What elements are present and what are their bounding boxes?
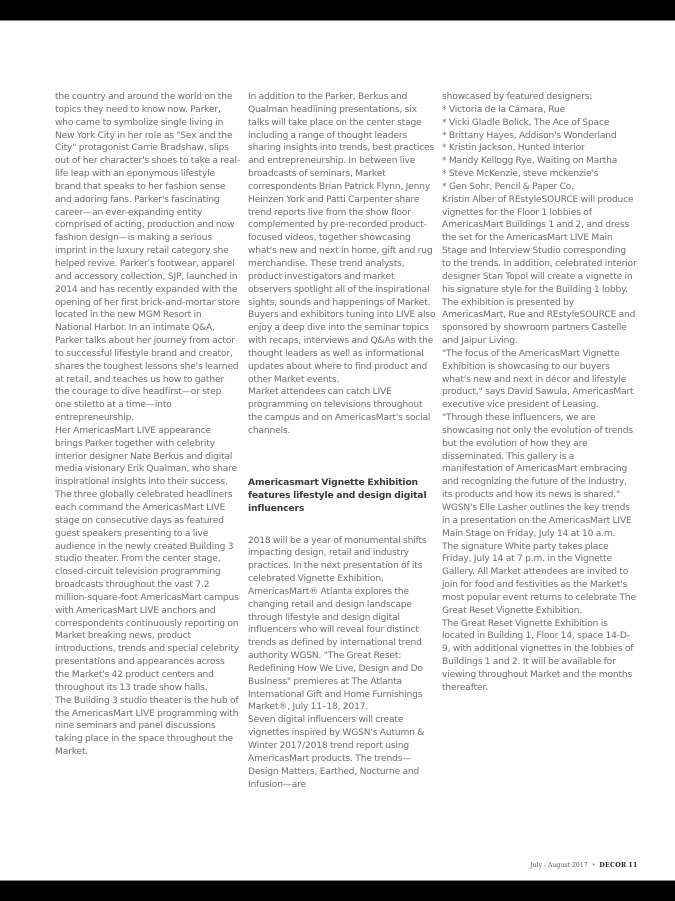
magazine-name: DECOR — [599, 862, 627, 869]
magazine-page — [0, 21, 675, 880]
article-column-1 — [55, 91, 240, 759]
paragraph: Her AmericasMart LIVE appearance brings Parker together with celebrity interior designer Nate Berkus and digital media visionary Erik Qualman, who share inspirational insights into their success. The three globally celebrated headliners each command the AmericasMart LIVE stage on consecutive days as featured guest speakers presenting to a live audience in the newly created Building 3 studio theater. From the center stage, closed-circuit television programming broadcasts throughout the vast 7.2 million-square-foot AmericasMart campus with AmericasMart LIVE anchors and correspondents continuously reporting on Market breaking news, product introductions, trends and special celebrity presentations and appearances across the Market's 42 product centers and throughout its 13 trade show halls. — [55, 425, 239, 693]
paragraph: Market attendees can catch LIVE programming on televisions throughout the campus and on AmericasMart's social channels. — [248, 387, 431, 436]
article-column-3 — [442, 91, 637, 695]
designer-list-item: * Vicki Gladle Bolick, The Ace of Space — [442, 117, 610, 128]
designer-list-item: * Kristin Jackson, Hunted Interior — [442, 143, 585, 154]
paragraph: The Building 3 studio theater is the hub of the AmericasMart LIVE programming with nine seminars and panel discussions taking place in the space throughout the Market. — [55, 695, 239, 758]
designer-list-item: * Brittany Hayes, Addison's Wonderland — [442, 130, 617, 141]
paragraph: the country and around the world on the topics they need to know now. Parker, who came to symbolize single living in New York City in her role as "Sex and the City" protagonist Carrie Bradshaw, slips out of her character's shoes to take a real-life leap with an eponymous lifestyle brand that speaks to her fashion sense and adoring fans. Parker's fascinating career—an ever-expanding entity comprised of acting, production and now fashion design—is making a serious imprint in the luxury retail category she helped revive. Parker's footwear, apparel and accessory collection, SJP, launched in 2014 and has recently expanded with the opening of her first brick-and-mortar store located in the new MGM Resort in National Harbor. In an intimate Q&A, Parker talks about her journey from actor to successful lifestyle brand and creator, shares the toughest lessons she's learned at retail, and teaches us how to gather the courage to dive headfirst—or step one stiletto at a time—into entrepreneurship. — [55, 92, 240, 424]
designer-list-item: * Gen Sohr, Pencil & Paper Co. — [442, 181, 574, 192]
paragraph: In addition to the Parker, Berkus and Qualman headlining presentations, six talks will take place on the center stage including a range of thought leaders sharing insights into trends, best practices and entrepreneurship. In between live broadcasts of seminars, Market correspondents Brian Patrick Flynn, Jenny Heinzen York and Patti Carpenter share trend reports live from the show floor complemented by pre-recorded product-focused videos, together showcasing what's new and next in home, gift and rug merchandise. These trend analysts, product investigators and market observers spotlight all of the inspirational sights, sounds and happenings of Market. Buyers and exhibitors tuning into LIVE also enjoy a deep dive into the seminar topics with recaps, interviews and Q&As with the thought leaders as well as informational updates about where to find product and other Market events. — [248, 92, 436, 385]
designer-list-item: * Victoria de la Cámara, Rue — [442, 104, 566, 115]
paragraph: Kristin Alber of REstyleSOURCE will produce vignettes for the Floor 1 lobbies of AmericasMart Buildings 1 and 2, and dress the set for the AmericasMart LIVE Main Stage and Interview Studio corresponding to the trends. In addition, celebrated interior designer Stan Topol will create a vignette in his signature style for the Building 1 lobby. — [442, 194, 637, 295]
section-subheading: Americasmart Vignette Exhibition features lifestyle and design digital influencers — [248, 476, 427, 514]
designer-list-item: * Mandy Kellogg Rye, Waiting on Martha — [442, 156, 618, 167]
paragraph: Seven digital influencers will create vignettes inspired by WGSN's Autumn & Winter 2017/2018 trend report using AmericasMart products. The trends—Design Matters, Earthed, Nocturne and Infusion—are — [248, 715, 425, 790]
paragraph: "The focus of the AmericasMart Vignette Exhibition is showcasing to our buyers what's new and next in décor and lifestyle product," says David Sawula, AmericasMart executive vice president of Leasing. "Through these influencers, we are showcasing not only the evolution of trends but the evolution of how they are disseminated. This gallery is a manifestation of AmericasMart embracing and recognizing the future of the industry, its products and how its news is shared." — [442, 348, 634, 501]
paragraph: showcased by featured designers: — [442, 92, 593, 102]
paragraph: The Great Reset Vignette Exhibition is located in Building 1, Floor 14, space 14-D-9, with additional vignettes in the lobbies of Buildings 1 and 2. It will be available for viewing throughout Market and the months thereafter. — [442, 618, 634, 693]
page-footer — [530, 862, 638, 869]
viewer-top-bar — [0, 0, 675, 21]
footer-separator: • — [591, 862, 596, 869]
paragraph: WGSN's Elle Lasher outlines the key trends in a presentation on the AmericasMart LIVE Main Stage on Friday, July 14 at 10 a.m. — [442, 503, 632, 539]
article-column-2 — [248, 91, 438, 791]
paragraph: The signature White party takes place Friday, July 14 at 7 p.m. in the Vignette Gallery. All Market attendees are invited to join for food and festivities as the Market's most popular event returns to celebrate The Great Reset Vignette Exhibition. — [442, 541, 636, 616]
issue-date: July - August 2017 — [530, 862, 588, 869]
paragraph: 2018 will be a year of monumental shifts impacting design, retail and industry practices. In the next presentation of its celebrated Vignette Exhibition, AmericasMart® Atlanta explores the changing retail and design landscape through lifestyle and design digital influencers who will reveal four distinct trends as defined by international trend authority WGSN. "The Great Reset: Redefining How We Live, Design and Do Business" premieres at The Atlanta International Gift and Home Furnishings Market®, July 11–18, 2017. — [248, 535, 427, 713]
viewer-bottom-bar — [0, 880, 675, 901]
paragraph: The exhibition is presented by AmericasMart, Rue and REstyleSOURCE and sponsored by showroom partners Castelle and Jaipur Living. — [442, 297, 636, 347]
page-number: 11 — [628, 862, 638, 869]
designer-list-item: * Steve McKenzie, steve mckenzie's — [442, 169, 599, 180]
